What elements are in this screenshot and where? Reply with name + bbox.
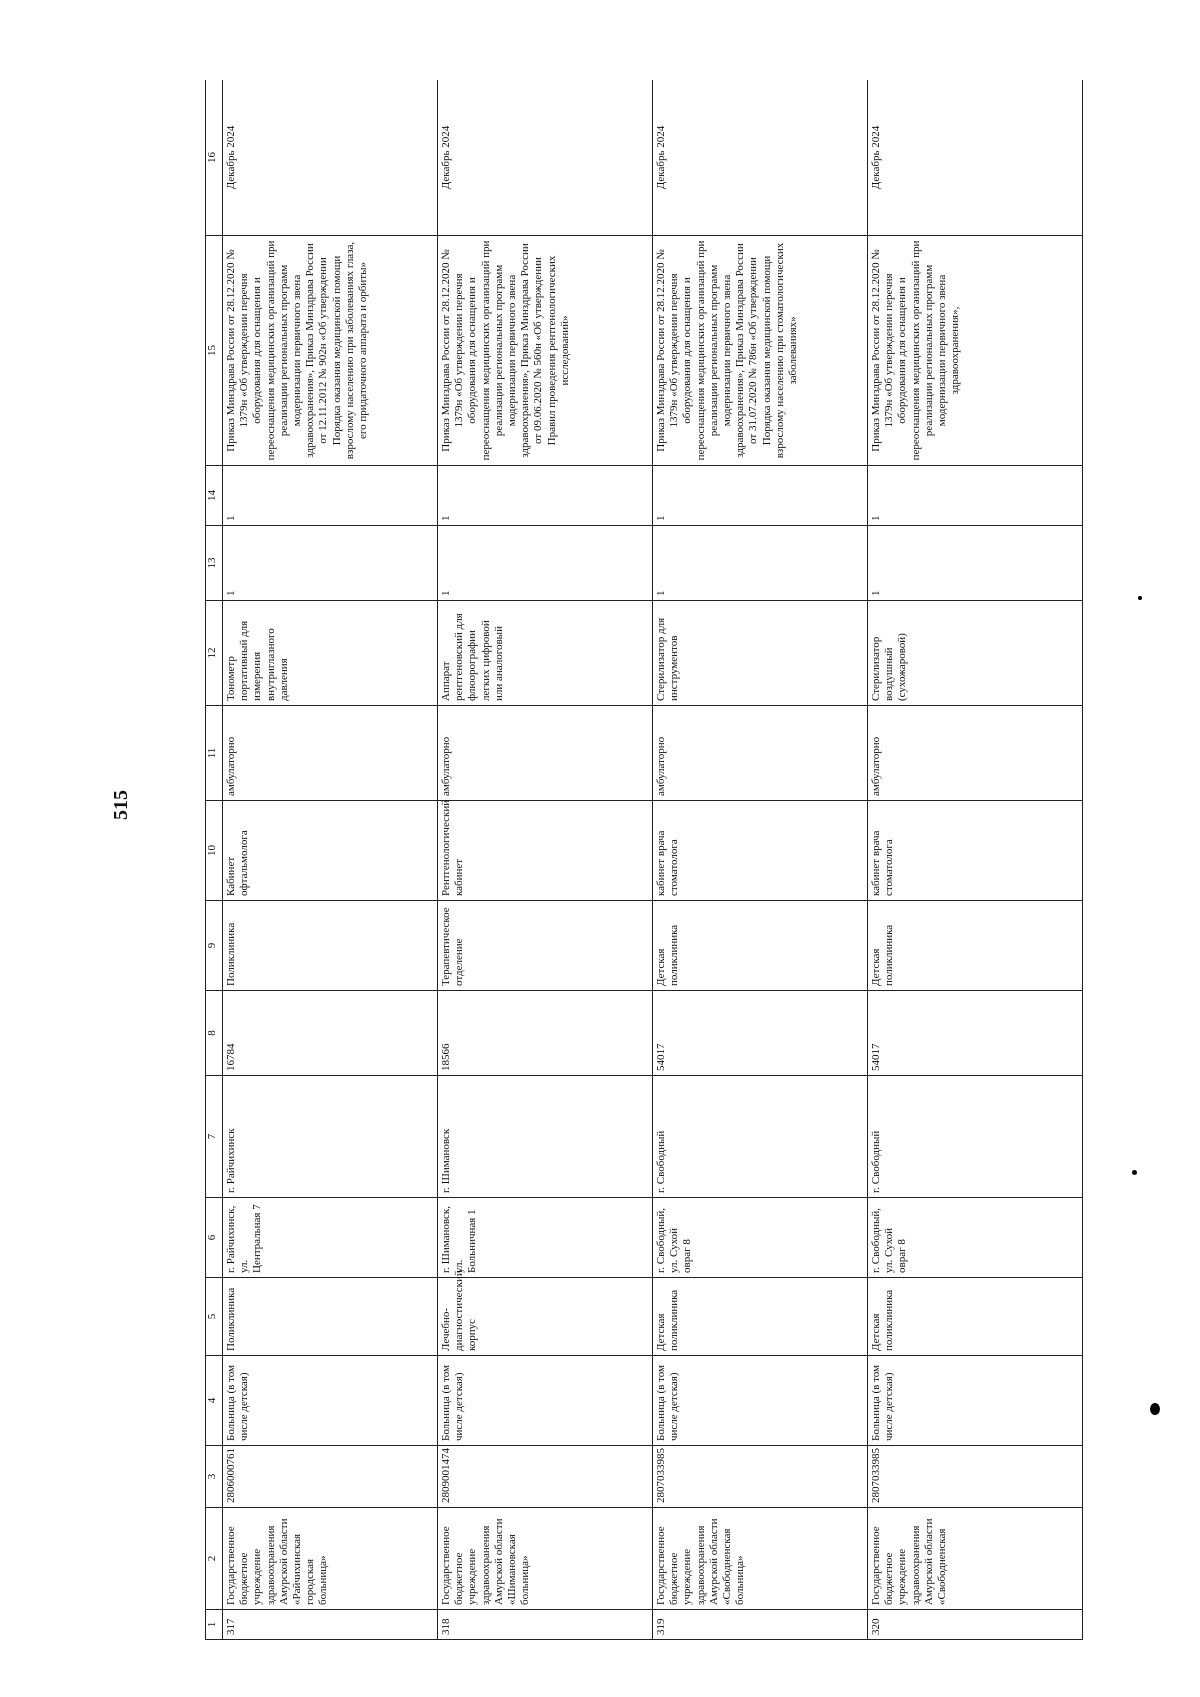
address-cell: г. Райчихинск, ул. Центральная 7 [223,1198,438,1278]
organization-type-cell: Больница (в том числе детская) [223,1356,438,1446]
organization-name-cell: Государственное бюджетное учреждение здравоохранения Амурской области «Райчихинская городская больница» [223,1508,438,1610]
organization-name-cell: Государственное бюджетное учреждение здравоохранения Амурской области «Свободненская больница» [653,1508,868,1610]
inn-cell: 2806000761 [223,1446,438,1508]
row-number-cell: 319 [653,1610,868,1640]
column-number: 13 [206,526,223,601]
inn-cell: 2807033985 [653,1446,868,1508]
address-cell: г. Свободный, ул. Сухой овраг 8 [653,1198,868,1278]
equipment-cell: Аппарат рентгеновский для флюорографии легких цифровой или аналоговый [438,601,653,706]
row-number-cell: 317 [223,1610,438,1640]
room-cell: Рентгенологический кабинет [438,801,653,901]
quantity-cell: 1 [653,526,868,601]
regulation-cell: Приказ Минздрава России от 28.12.2020 № 1379н «Об утверждении перечня оборудования для оснащения и переоснащения медицинских организаций при реализации региональных программ модернизации первичного звена здравоохранения», [868,236,1083,466]
table-row [868,80,1083,1640]
column-number: 3 [206,1446,223,1508]
column-number: 15 [206,236,223,466]
column-number: 5 [206,1278,223,1356]
column-number: 6 [206,1198,223,1278]
city-cell: г. Свободный [868,1076,1083,1198]
inn-cell: 2809001474 [438,1446,653,1508]
deadline-cell: Декабрь 2024 [438,80,653,236]
inn-cell: 2807033985 [868,1446,1083,1508]
row-number-cell: 320 [868,1610,1083,1640]
building-cell: Поликлиника [223,1278,438,1356]
care-mode-cell: амбулаторно [438,706,653,801]
regulation-cell: Приказ Минздрава России от 28.12.2020 № 1379н «Об утверждении перечня оборудования для оснащения и переоснащения медицинских организаций при реализации региональных программ модернизации первичного звена здравоохранения», Приказ Минздрава России от 09.06.2020 № 560н «Об утверждении Правил проведения рентгенологических исследований» [438,236,653,466]
quantity-cell: 1 [223,526,438,601]
address-cell: г. Свободный, ул. Сухой овраг 8 [868,1198,1083,1278]
row-number-cell: 318 [438,1610,653,1640]
column-number: 12 [206,601,223,706]
deadline-cell: Декабрь 2024 [868,80,1083,236]
care-mode-cell: амбулаторно [653,706,868,801]
organization-type-cell: Больница (в том числе детская) [438,1356,653,1446]
deadline-cell: Декабрь 2024 [653,80,868,236]
equipment-cell: Стерилизатор для инструментов [653,601,868,706]
quantity-cell: 1 [868,526,1083,601]
care-mode-cell: амбулаторно [868,706,1083,801]
department-cell: Поликлиника [223,901,438,991]
page-number: 515 [110,790,132,820]
column-number: 8 [206,991,223,1076]
equipment-table-rotator [205,80,1085,1640]
regulation-cell: Приказ Минздрава России от 28.12.2020 № 1379н «Об утверждении перечня оборудования для оснащения и переоснащения медицинских организаций при реализации региональных программ модернизации первичного звена здравоохранения», Приказ Минздрава России от 12.11.2012 № 902н «Об утверждении Порядка оказания медицинской помощи взрослому населению при заболеваниях глаза, его придаточного аппарата и орбиты» [223,236,438,466]
quantity-cell: 1 [653,466,868,526]
quantity-cell: 1 [868,466,1083,526]
address-cell: г. Шимановск, ул. Больничная 1 [438,1198,653,1278]
column-number: 4 [206,1356,223,1446]
quantity-cell: 1 [438,526,653,601]
organization-name-cell: Государственное бюджетное учреждение здравоохранения Амурской области «Шимановская больница» [438,1508,653,1610]
column-number: 2 [206,1508,223,1610]
equipment-table [205,80,1083,1640]
room-cell: кабинет врача стоматолога [868,801,1083,901]
department-cell: Детская поликлиника [653,901,868,991]
population-cell: 16784 [223,991,438,1076]
quantity-cell: 1 [438,466,653,526]
room-cell: кабинет врача стоматолога [653,801,868,901]
department-cell: Детская поликлиника [868,901,1083,991]
equipment-cell: Стерилизатор воздушный (сухожаровой) [868,601,1083,706]
equipment-cell: Тонометр портативный для измерения внутриглазного давления [223,601,438,706]
column-number: 7 [206,1076,223,1198]
table-row [438,80,653,1640]
column-number: 1 [206,1610,223,1640]
room-cell: Кабинет офтальмолога [223,801,438,901]
organization-type-cell: Больница (в том числе детская) [653,1356,868,1446]
table-row [653,80,868,1640]
city-cell: г. Райчихинск [223,1076,438,1198]
population-cell: 54017 [868,991,1083,1076]
building-cell: Детская поликлиника [653,1278,868,1356]
scan-speck [1138,596,1142,600]
organization-name-cell: Государственное бюджетное учреждение здравоохранения Амурской области «Свободненская [868,1508,1083,1610]
city-cell: г. Свободный [653,1076,868,1198]
table-row [223,80,438,1640]
column-number: 16 [206,80,223,236]
deadline-cell: Декабрь 2024 [223,80,438,236]
quantity-cell: 1 [223,466,438,526]
department-cell: Терапевтическое отделение [438,901,653,991]
scan-speck [1150,1403,1160,1415]
column-number: 9 [206,901,223,991]
building-cell: Детская поликлиника [868,1278,1083,1356]
population-cell: 54017 [653,991,868,1076]
population-cell: 18566 [438,991,653,1076]
column-number: 10 [206,801,223,901]
care-mode-cell: амбулаторно [223,706,438,801]
scan-speck [1132,1170,1137,1175]
regulation-cell: Приказ Минздрава России от 28.12.2020 № 1379н «Об утверждении перечня оборудования для оснащения и переоснащения медицинских организаций при реализации региональных программ модернизации первичного звена здравоохранения», Приказ Минздрава России от 31.07.2020 № 786н «Об утверждении Порядка оказания медицинской помощи взрослому населению при стоматологических заболеваниях» [653,236,868,466]
organization-type-cell: Больница (в том числе детская) [868,1356,1083,1446]
equipment-table-frame [205,80,1085,1640]
column-number: 14 [206,466,223,526]
column-number: 11 [206,706,223,801]
city-cell: г. Шимановск [438,1076,653,1198]
building-cell: Лечебно-диагностический корпус [438,1278,653,1356]
column-number-row [206,80,223,1640]
